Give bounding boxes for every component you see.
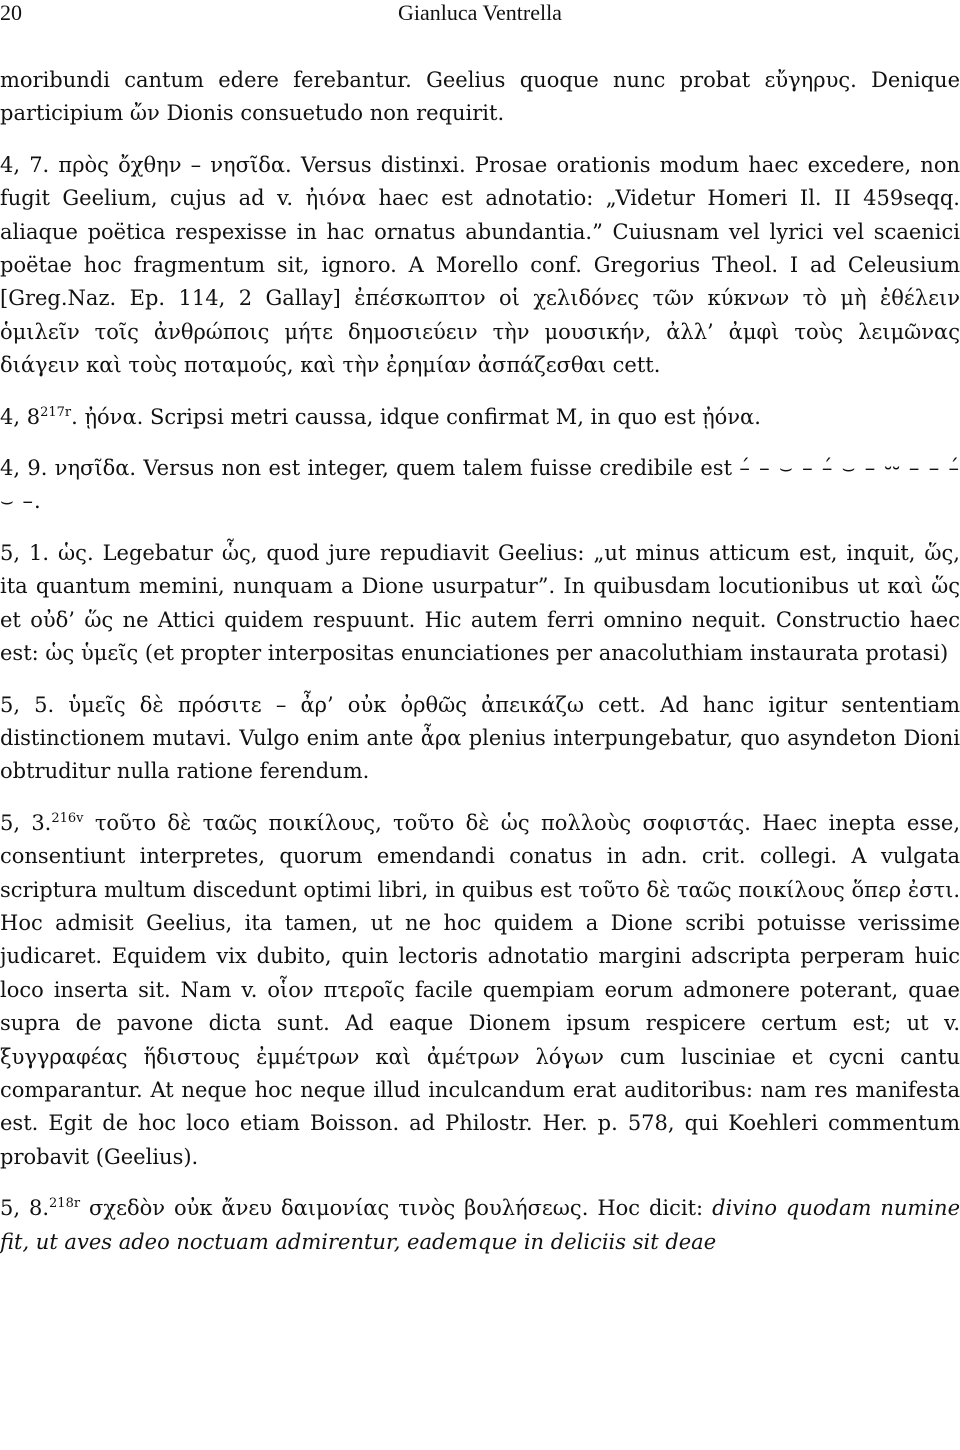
note-locus: 5, 8. [0,1196,50,1221]
paragraph-continuation: moribundi cantum edere ferebantur. Geelius quoque nunc probat εὔγηρυς. Denique participium ὤν Dionis consuetudo non requirit. [0,68,960,126]
note-4-8 [0,401,960,434]
note-text-end: . [34,489,41,514]
italic-translation: divino quodam numine fit, ut aves adeo noctuam admirentur, eademque in deliciis sit deae [0,1196,960,1254]
page-number: 20 [0,0,22,25]
manuscript-page-ref: 217r [40,404,72,420]
note-text: σχεδὸν οὐκ ἄνευ δαιμονίας τινὸς βουλήσεως. Hoc dicit: [80,1196,713,1221]
running-head [0,0,960,26]
running-title: Gianluca Ventrella [398,0,562,25]
manuscript-page-ref: 218r [49,1196,81,1212]
note-4-7: 4, 7. πρὸς ὄχθην – νησῖδα. Versus distinxi. Prosae orationis modum haec excedere, non fugit Geelium, cujus ad v. ἠιόνα haec est adnotatio: „Videtur Homeri Il. II 459seqq. aliaque poëtica respexisse in hac ornatus abundantia.” Cuiusnam vel lyrici vel scaenici poëtae hoc fragmentum sit, ignoro. A Morello conf. Gregorius Theol. I ad Celeusium [Greg.Naz. Ep. 114, 2 Gallay] ἐπέσκωπτον οἱ χελιδόνες τῶν κύκνων τὸ μὴ ἐθέλειν ὁμιλεῖν τοῖς ἀνθρώποις μήτε δημοσιεύειν τὴν μουσικήν, ἀλλ’ ἀμφὶ τοὺς λειμῶνας διάγειν καὶ τοὺς ποταμούς, καὶ τὴν ἐρημίαν ἀσπάζεσθαι cett. [0,152,960,378]
note-locus: 5, 3. [0,810,52,835]
note-5-5: 5, 5. ὑμεῖς δὲ πρόσιτε – ἆρ’ οὐκ ὀρθῶς ἀπεικάζω cett. Ad hanc igitur sententiam distinctionem mutavi. Vulgo enim ante ἆρα plenius interpungebatur, quo asyndeton Dioni obtruditur nulla ratione ferendum. [0,692,960,784]
note-5-1: 5, 1. ὡς. Legebatur ὧς, quod jure repudiavit Geelius: „ut minus atticum est, inquit, ὥς, ita quantum memini, nunquam a Dione usurpatur”. In quibusdam locutionibus ut καὶ ὥς et οὐδ’ ὥς ne Attici quidem respuunt. Hic autem ferri omnino nequit. Constructio haec est: ὡς ὑμεῖς (et propter interpositas enunciationes per anacoluthiam instaurata protasi) [0,540,960,666]
note-text: τοῦτο δὲ ταῶς ποικίλους, τοῦτο δὲ ὡς πολλοὺς σοφιστάς. Haec inepta esse, consentiunt interpretes, quorum emendandi conatus in adn. crit. collegi. A vulgata scriptura multum discedunt optimi libri, in quibus est τοῦτο δὲ ταῶς ποικίλους ὅπερ ἐστι. Hoc admisit Geelius, ita tamen, ut ne hoc quidem a Dione scribi potuisse verissime judicaret. Equidem vix dubito, quin lectoris adnotatio margini adscripta perperam huic loco inserta sit. Nam v. οἷον πτεροῖς facile quempiam eorum admonere poterant, quae supra de pavone dicta sunt. Ad eaque Dionem ipsum respicere certum est; ut v. ξυγγραφέας ἥδιστους ἐμμέτρων καὶ ἀμέτρων λόγων cum lusciniae et cycni cantu comparantur. At neque hoc neque illud inculcandum erat auditoribus: nam res manifesta est. Egit de hoc loco etiam Boisson. ad Philostr. Her. p. 578, qui Koehleri commentum probavit (Geelius). [0,810,960,1169]
note-5-3 [0,807,960,1174]
note-text: . ᾐόνα. Scripsi metri caussa, idque confirmat M, in quo est ᾐόνα. [71,404,761,429]
note-5-8 [0,1192,960,1259]
note-locus: 4, 8 [0,404,41,429]
body-text [0,64,960,1259]
metrical-scheme: –́ – ⌣ – –́ ⌣ – ⏑⏑ – – –́ ⌣ – [0,456,960,514]
manuscript-page-ref: 216v [51,810,84,826]
note-text: 4, 9. νησῖδα. Versus non est integer, quem talem fuisse credibile est [0,456,740,481]
note-4-9 [0,452,960,519]
